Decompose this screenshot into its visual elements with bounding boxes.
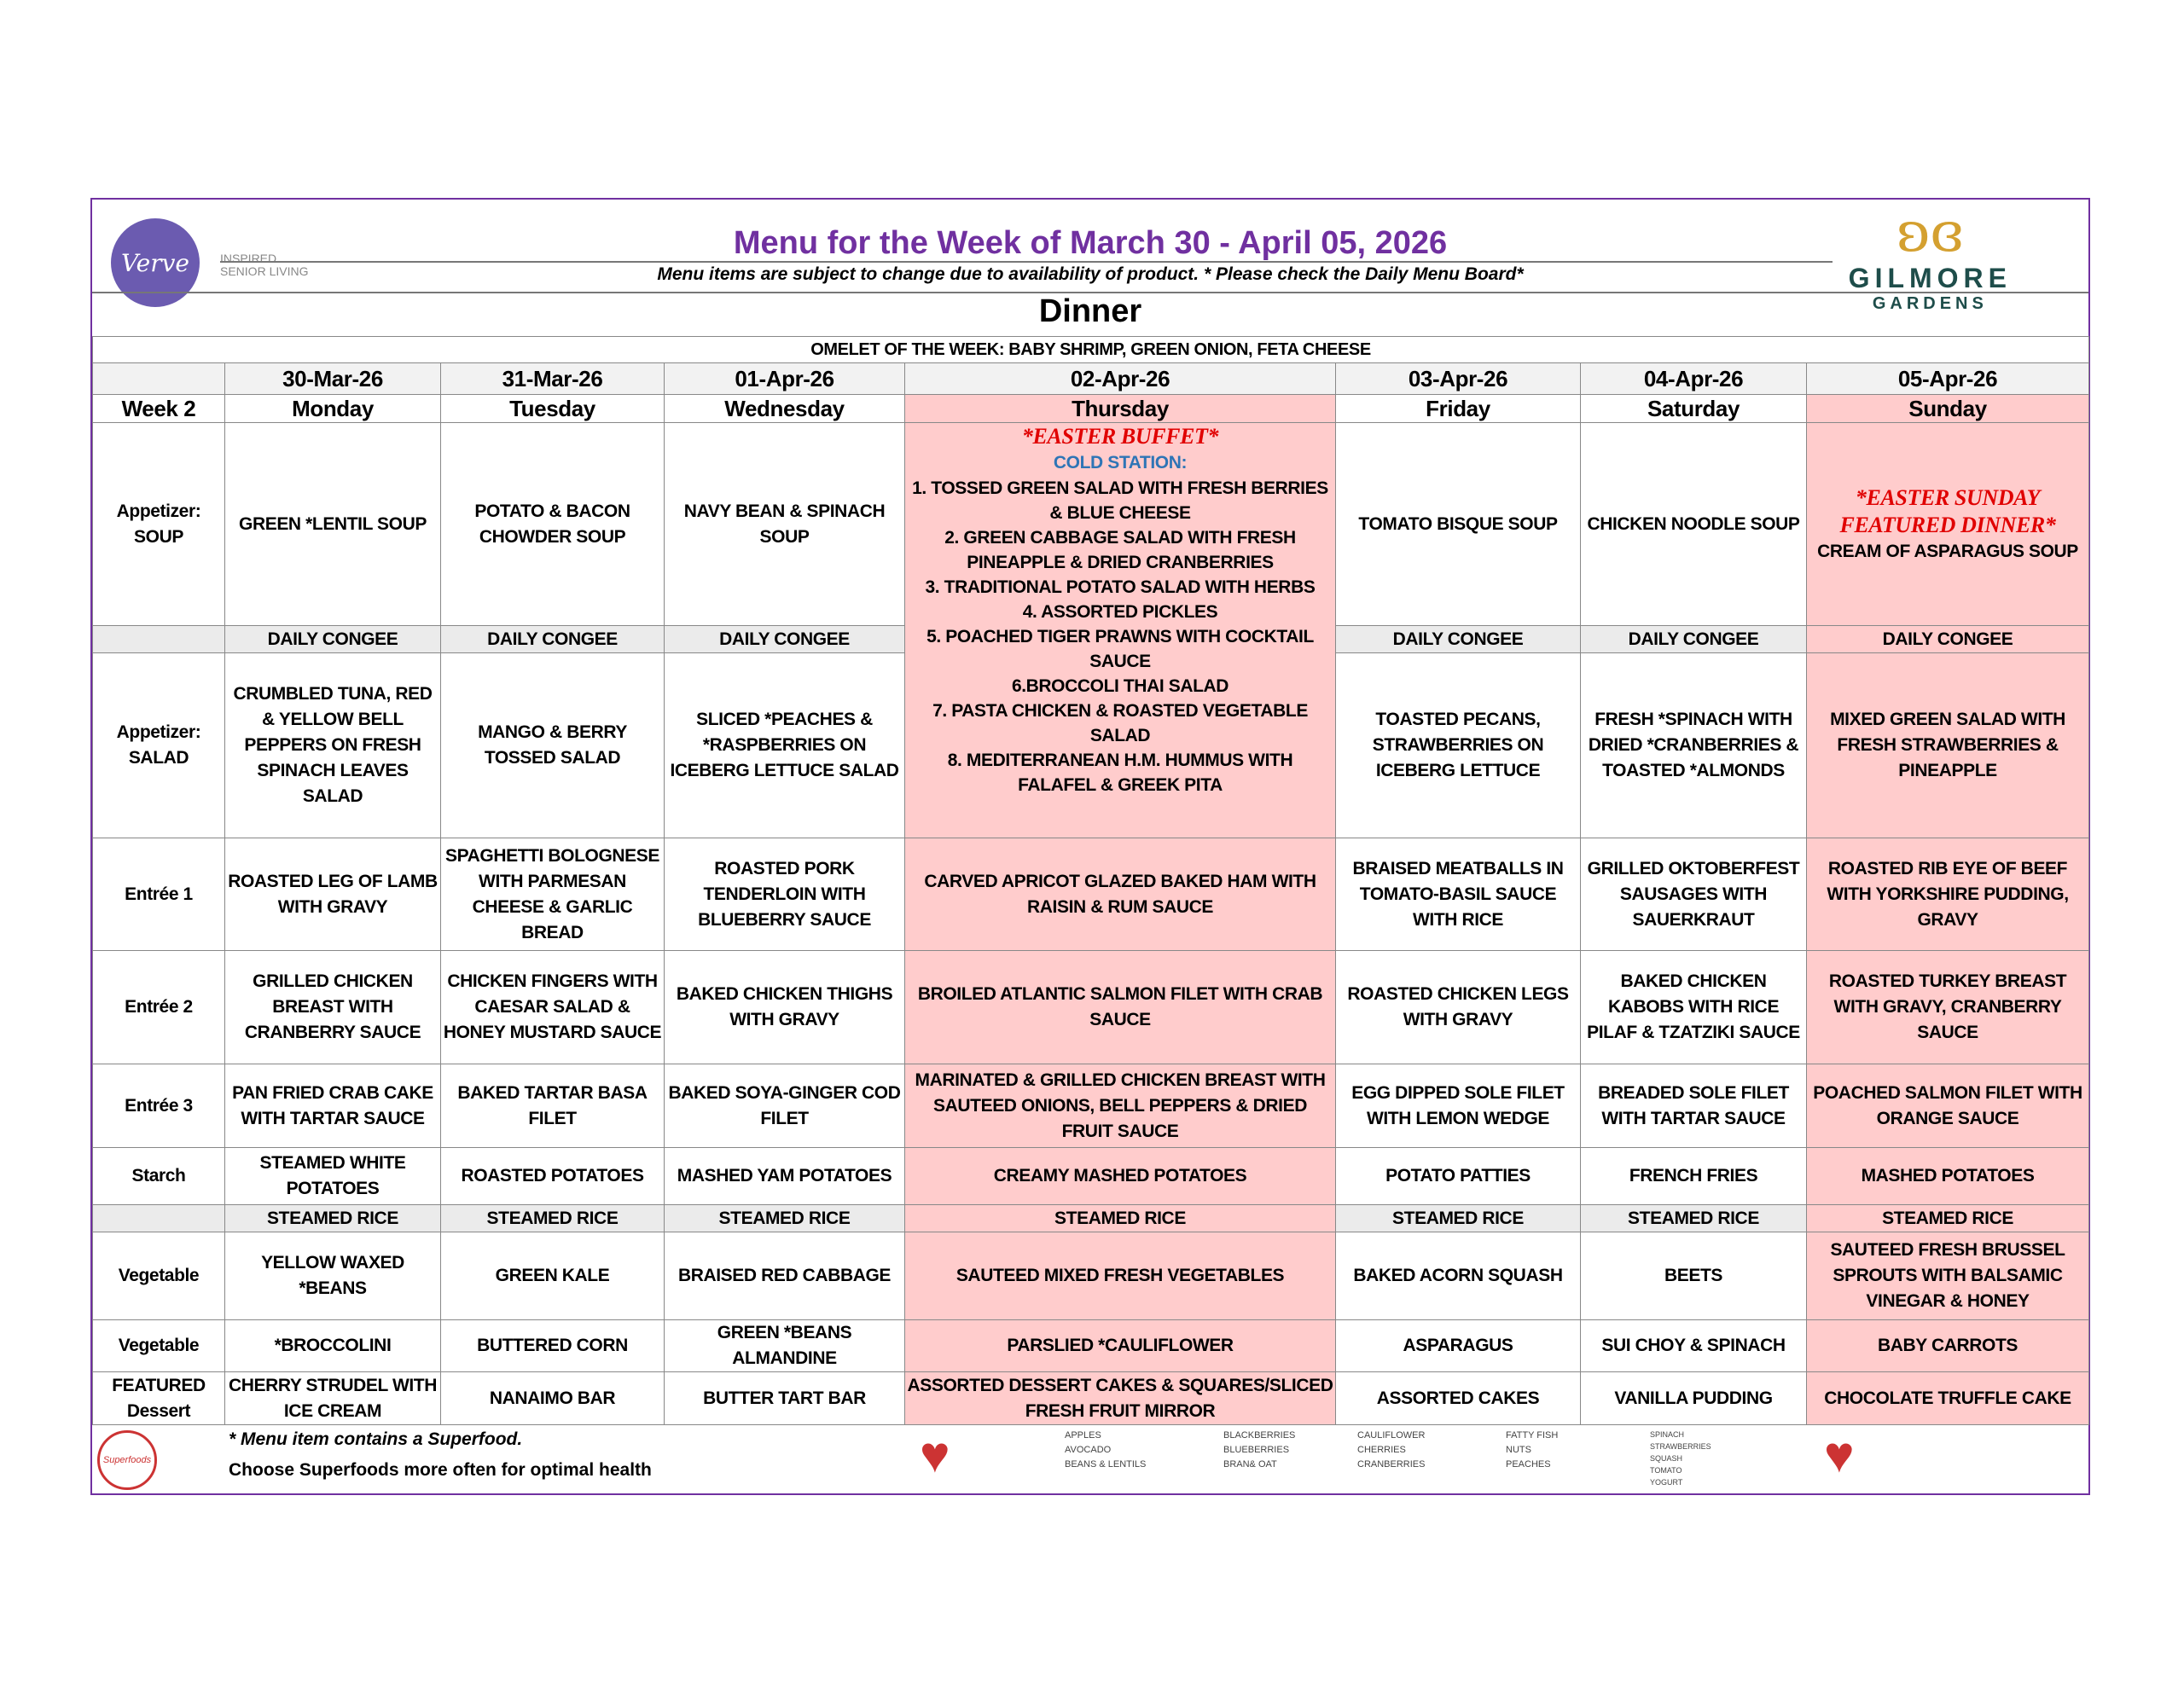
row-label: Entrée 3 [93,1064,225,1148]
soup-cell [1581,423,1807,626]
menu-table [92,336,2089,1425]
day-header: Saturday [1581,395,1807,423]
table-row [93,337,2089,363]
menu-cell: BRAISED MEATBALLS IN TOMATO-BASIL SAUCE WITH RICE [1336,838,1581,951]
table-row [93,423,2089,626]
row-label: Appetizer: SALAD [93,653,225,838]
menu-cell: STEAMED RICE [905,1205,1336,1232]
meal-title: Dinner [1038,293,1142,329]
table-row [93,395,2089,423]
table-row [93,1372,2089,1425]
day-header: Wednesday [665,395,905,423]
superfood-item: FATTY FISH [1506,1430,1559,1441]
congee-cell: DAILY CONGEE [225,626,441,653]
row-label [93,1205,225,1232]
soup-item: GREEN *LENTIL SOUP [239,513,427,534]
subtitle: Menu items are subject to change due to availability of product. * Please check the Daily Menu Board* [657,264,1524,284]
table-row [93,951,2089,1064]
salad-cell: TOASTED PECANS, STRAWBERRIES ON ICEBERG LETTUCE [1336,653,1581,838]
row-label: Appetizer: SOUP [93,423,225,626]
soup-item: NAVY BEAN & SPINACH SOUP [683,501,886,547]
row-label: FEATURED Dessert [93,1372,225,1425]
menu-cell: STEAMED RICE [1581,1205,1807,1232]
menu-cell: BUTTERED CORN [441,1320,665,1372]
superfood-item: PEACHES [1506,1459,1551,1470]
tagline-2: SENIOR LIVING [220,264,309,278]
menu-cell: VANILLA PUDDING [1581,1372,1807,1425]
menu-cell: PARSLIED *CAULIFLOWER [905,1320,1336,1372]
superfood-item: YOGURT [1650,1478,1683,1487]
menu-cell: MASHED POTATOES [1807,1148,2089,1205]
menu-cell: *BROCCOLINI [225,1320,441,1372]
buffet-title: *EASTER BUFFET* [1021,424,1219,449]
superfoods-logo: Superfoods [97,1430,157,1490]
gardens-name: GARDENS [1872,294,1988,313]
menu-cell: BUTTER TART BAR [665,1372,905,1425]
salad-cell: MIXED GREEN SALAD WITH FRESH STRAWBERRIES & PINEAPPLE [1807,653,2089,838]
menu-cell: MASHED YAM POTATOES [665,1148,905,1205]
divider [220,261,1833,263]
salad-cell: SLICED *PEACHES & *RASPBERRIES ON ICEBERG LETTUCE SALAD [665,653,905,838]
superfood-item: CRANBERRIES [1357,1459,1426,1470]
superfood-advice: Choose Superfoods more often for optimal health [229,1460,652,1480]
row-label: Entrée 2 [93,951,225,1064]
easter-sunday-special: *EASTER SUNDAY FEATURED DINNER* [1839,484,2056,537]
date-header: 05-Apr-26 [1807,363,2089,395]
soup-cell [665,423,905,626]
buffet-item: 7. PASTA CHICKEN & ROASTED VEGETABLE SALAD [932,701,1308,745]
menu-cell: BAKED ACORN SQUASH [1336,1232,1581,1320]
menu-cell: ROASTED POTATOES [441,1148,665,1205]
menu-cell: ASSORTED CAKES [1336,1372,1581,1425]
buffet-item: 5. POACHED TIGER PRAWNS WITH COCKTAIL SAUCE [926,627,1314,671]
day-header: Friday [1336,395,1581,423]
date-header: 02-Apr-26 [905,363,1336,395]
salad-cell: CRUMBLED TUNA, RED & YELLOW BELL PEPPERS ON FRESH SPINACH LEAVES SALAD [225,653,441,838]
superfood-item: TOMATO [1650,1466,1682,1475]
superfood-item: BLACKBERRIES [1223,1430,1296,1441]
table-row [93,838,2089,951]
day-header: Thursday [905,395,1336,423]
superfood-list [1223,1429,1295,1472]
buffet-item: 2. GREEN CABBAGE SALAD WITH FRESH PINEAPPLE & DRIED CRANBERRIES [944,528,1296,572]
date-header: 03-Apr-26 [1336,363,1581,395]
menu-cell: ROASTED LEG OF LAMB WITH GRAVY [225,838,441,951]
menu-cell: ASPARAGUS [1336,1320,1581,1372]
menu-cell: BROILED ATLANTIC SALMON FILET WITH CRAB SAUCE [905,951,1336,1064]
menu-cell: SUI CHOY & SPINACH [1581,1320,1807,1372]
date-header: 31-Mar-26 [441,363,665,395]
menu-cell: SAUTEED MIXED FRESH VEGETABLES [905,1232,1336,1320]
menu-cell: STEAMED WHITE POTATOES [225,1148,441,1205]
menu-cell: BAKED SOYA-GINGER COD FILET [665,1064,905,1148]
menu-cell: ROASTED PORK TENDERLOIN WITH BLUEBERRY SAUCE [665,838,905,951]
verve-logo: Verve [111,218,200,307]
menu-cell: CHERRY STRUDEL WITH ICE CREAM [225,1372,441,1425]
table-row [93,1320,2089,1372]
superfood-item: CHERRIES [1357,1445,1406,1455]
menu-header [92,200,2088,336]
table-row [93,1064,2089,1148]
menu-cell: STEAMED RICE [225,1205,441,1232]
soup-item: CREAM OF ASPARAGUS SOUP [1817,541,2078,561]
menu-cell: ROASTED TURKEY BREAST WITH GRAVY, CRANBERRY SAUCE [1807,951,2089,1064]
menu-cell: GREEN *BEANS ALMANDINE [665,1320,905,1372]
row-label: Vegetable [93,1232,225,1320]
day-header: Monday [225,395,441,423]
soup-cell [441,423,665,626]
menu-cell: ROASTED CHICKEN LEGS WITH GRAVY [1336,951,1581,1064]
menu-cell: POACHED SALMON FILET WITH ORANGE SAUCE [1807,1064,2089,1148]
congee-cell: DAILY CONGEE [1807,626,2089,653]
thursday-easter-buffet [905,423,1336,838]
soup-item: CHICKEN NOODLE SOUP [1587,513,1800,534]
congee-cell: DAILY CONGEE [441,626,665,653]
menu-cell: STEAMED RICE [441,1205,665,1232]
superfood-list [1065,1429,1146,1472]
soup-cell [1807,423,2089,626]
soup-item: POTATO & BACON CHOWDER SOUP [474,501,630,547]
week-label: Week 2 [93,395,225,423]
menu-cell: CHOCOLATE TRUFFLE CAKE [1807,1372,2089,1425]
congee-cell: DAILY CONGEE [1581,626,1807,653]
salad-cell: MANGO & BERRY TOSSED SALAD [441,653,665,838]
menu-cell: CREAMY MASHED POTATOES [905,1148,1336,1205]
gilmore-name: GILMORE [1848,263,2012,293]
menu-cell: BAKED TARTAR BASA FILET [441,1064,665,1148]
soup-cell [225,423,441,626]
menu-cell: ASSORTED DESSERT CAKES & SQUARES/SLICED FRESH FRUIT MIRROR [905,1372,1336,1425]
menu-cell: BAKED CHICKEN KABOBS WITH RICE PILAF & TZATZIKI SAUCE [1581,951,1807,1064]
menu-cell: STEAMED RICE [1336,1205,1581,1232]
cold-station-label: COLD STATION: [1053,453,1188,472]
day-header: Sunday [1807,395,2089,423]
menu-cell: STEAMED RICE [1807,1205,2089,1232]
menu-cell: POTATO PATTIES [1336,1148,1581,1205]
menu-cell: NANAIMO BAR [441,1372,665,1425]
menu-cell: CHICKEN FINGERS WITH CAESAR SALAD & HONEY MUSTARD SAUCE [441,951,665,1064]
superfood-item: BLUEBERRIES [1223,1445,1290,1455]
row-label: Entrée 1 [93,838,225,951]
menu-cell: BREADED SOLE FILET WITH TARTAR SAUCE [1581,1064,1807,1148]
date-header: 04-Apr-26 [1581,363,1807,395]
superfood-item: BEANS & LENTILS [1065,1459,1147,1470]
superfood-item: STRAWBERRIES [1650,1442,1711,1451]
superfood-item: APPLES [1065,1430,1101,1441]
menu-cell: BRAISED RED CABBAGE [665,1232,905,1320]
row-label: Vegetable [93,1320,225,1372]
superfood-item: NUTS [1506,1445,1531,1455]
menu-cell: SPAGHETTI BOLOGNESE WITH PARMESAN CHEESE & GARLIC BREAD [441,838,665,951]
buffet-item: 4. ASSORTED PICKLES [1022,602,1218,622]
menu-cell: GRILLED CHICKEN BREAST WITH CRANBERRY SAUCE [225,951,441,1064]
soup-cell [1336,423,1581,626]
blank-cell [93,626,225,653]
page-title: Menu for the Week of March 30 - April 05, 2026 [733,225,1448,261]
superfood-item: SPINACH [1650,1430,1685,1439]
menu-cell: PAN FRIED CRAB CAKE WITH TARTAR SAUCE [225,1064,441,1148]
superfood-list [1357,1429,1425,1472]
menu-cell: SAUTEED FRESH BRUSSEL SPROUTS WITH BALSAMIC VINEGAR & HONEY [1807,1232,2089,1320]
menu-cell: MARINATED & GRILLED CHICKEN BREAST WITH SAUTEED ONIONS, BELL PEPPERS & DRIED FRUIT SAUCE [905,1064,1336,1148]
congee-cell: DAILY CONGEE [665,626,905,653]
gilmore-mark-icon: ʚɞ [1896,201,1964,264]
menu-cell: GREEN KALE [441,1232,665,1320]
heart-vegetables-icon: ♥ [920,1426,950,1483]
menu-cell: BAKED CHICKEN THIGHS WITH GRAVY [665,951,905,1064]
superfood-list [1650,1429,1711,1488]
superfood-item: BRAN& OAT [1223,1459,1277,1470]
footer [92,1425,2088,1493]
superfood-item: AVOCADO [1065,1445,1112,1455]
blank-cell [93,363,225,395]
menu-cell: BEETS [1581,1232,1807,1320]
date-header: 30-Mar-26 [225,363,441,395]
menu-cell: ROASTED RIB EYE OF BEEF WITH YORKSHIRE PUDDING, GRAVY [1807,838,2089,951]
table-row [93,1205,2089,1232]
menu-cell: FRENCH FRIES [1581,1148,1807,1205]
congee-cell: DAILY CONGEE [1336,626,1581,653]
buffet-item: 1. TOSSED GREEN SALAD WITH FRESH BERRIES & BLUE CHEESE [912,478,1328,523]
menu-frame [90,198,2090,1495]
superfood-list [1506,1429,1558,1472]
tagline-1: INSPIRED [220,252,277,265]
buffet-item: 8. MEDITERRANEAN H.M. HUMMUS WITH FALAFEL & GREEK PITA [947,751,1293,795]
superfood-item: CAULIFLOWER [1357,1430,1426,1441]
soup-item: TOMATO BISQUE SOUP [1358,513,1558,534]
row-label: Starch [93,1148,225,1205]
buffet-item: 3. TRADITIONAL POTATO SALAD WITH HERBS [925,577,1316,597]
menu-cell: CARVED APRICOT GLAZED BAKED HAM WITH RAISIN & RUM SAUCE [905,838,1336,951]
heart-vegetables-icon: ♥ [1824,1426,1855,1483]
salad-cell: FRESH *SPINACH WITH DRIED *CRANBERRIES & TOASTED *ALMONDS [1581,653,1807,838]
superfood-note: * Menu item contains a Superfood. [229,1429,523,1449]
menu-cell: BABY CARROTS [1807,1320,2089,1372]
omelet-of-week: OMELET OF THE WEEK: BABY SHRIMP, GREEN ONION, FETA CHEESE [93,337,2089,363]
table-row [93,1148,2089,1205]
menu-cell: GRILLED OKTOBERFEST SAUSAGES WITH SAUERKRAUT [1581,838,1807,951]
superfood-item: SQUASH [1650,1454,1683,1463]
menu-cell: YELLOW WAXED *BEANS [225,1232,441,1320]
buffet-item: 6.BROCCOLI THAI SALAD [1011,676,1229,696]
menu-cell: STEAMED RICE [665,1205,905,1232]
day-header: Tuesday [441,395,665,423]
table-row [93,363,2089,395]
date-header: 01-Apr-26 [665,363,905,395]
table-row [93,1232,2089,1320]
menu-cell: EGG DIPPED SOLE FILET WITH LEMON WEDGE [1336,1064,1581,1148]
